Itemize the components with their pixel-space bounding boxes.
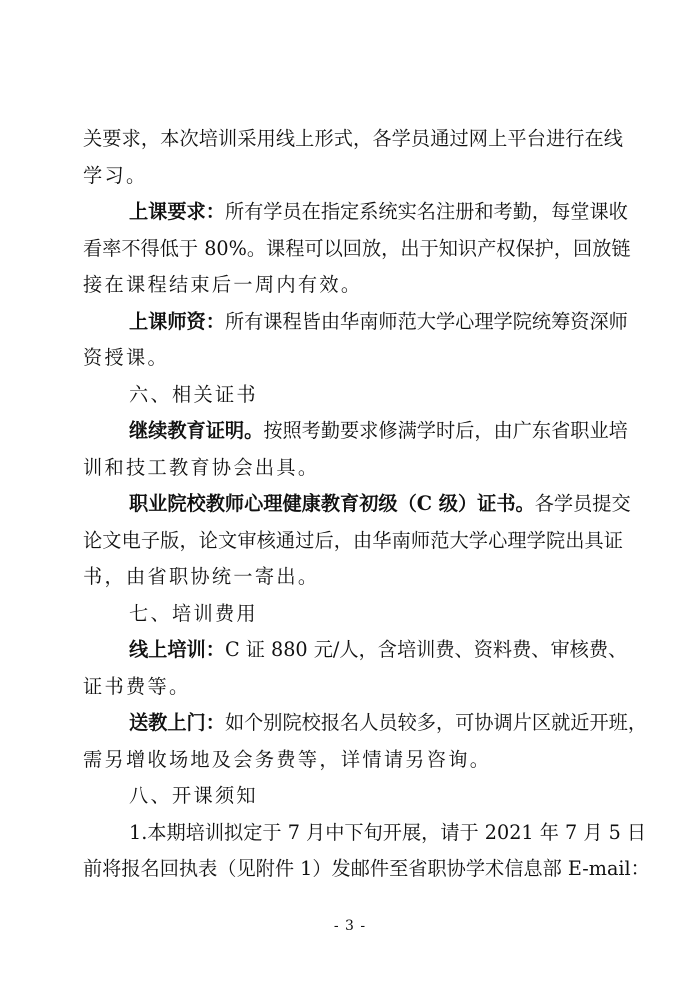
section-heading-course-notice (83, 778, 623, 815)
section-heading-text: 七、培训费用 (129, 601, 258, 625)
lead-in-heading: 上课师资： (129, 309, 225, 333)
paragraph-line (83, 231, 631, 268)
paragraph-text: 所有学员在指定系统实名注册和考勤，每堂课收 (224, 200, 628, 223)
paragraph-line (83, 705, 648, 742)
paragraph-line (83, 158, 623, 195)
paragraph-text: 学习。 (83, 163, 148, 187)
paragraph-text: 证书费等。 (83, 674, 191, 698)
paragraph-text: 需另增收场地及会务费等，详情请另咨询。 (83, 747, 492, 771)
lead-in-heading: 继续教育证明。 (129, 419, 264, 442)
lead-in-heading: 职业院校教师心理健康教育初级（C 级）证书。 (129, 492, 535, 515)
paragraph-text: 如个别院校报名人员较多，可协调片区就近开班， (224, 711, 648, 734)
section-heading-text: 六、相关证书 (129, 382, 258, 406)
paragraph-text: 1.本期培训拟定于 7 月中下旬开展，请于 2021 年 7 月 5 日 (129, 820, 647, 844)
paragraph-line (83, 559, 623, 596)
paragraph-line (83, 669, 623, 706)
paragraph-text: 论文电子版，论文审核通过后，由华南师范大学心理学院出具证 (83, 528, 623, 552)
paragraph-line (83, 413, 628, 450)
paragraph-line (83, 486, 631, 523)
lead-in-heading: 线上培训： (129, 638, 225, 661)
paragraph-text: 按照考勤要求修满学时后，由广东省职业培 (263, 419, 628, 442)
lead-in-heading: 上课要求： (129, 200, 225, 223)
paragraph-line (83, 632, 628, 669)
section-heading-text: 八、开课须知 (129, 784, 258, 807)
paragraph-line (83, 267, 623, 304)
paragraph-line (83, 851, 650, 888)
paragraph-text: C 证 880 元/人，含培训费、资料费、审核费、 (224, 638, 628, 661)
paragraph-line (83, 340, 623, 377)
section-heading-certificates (83, 377, 623, 414)
paragraph-line (83, 304, 628, 341)
section-heading-fees (83, 596, 623, 633)
paragraph-line (83, 742, 623, 779)
page-number: - 3 - (333, 918, 367, 934)
paragraph-line (83, 523, 623, 560)
paragraph-line (83, 194, 628, 231)
paragraph-line (83, 450, 623, 487)
paragraph-text: 前将报名回执表（见附件 1）发邮件至省职协学术信息部 E-mail： (83, 857, 650, 880)
lead-in-heading: 送教上门： (129, 711, 225, 734)
paragraph-text: 看率不得低于 80%。课程可以回放，出于知识产权保护，回放链 (83, 236, 631, 260)
paragraph-text: 书，由省职协统一寄出。 (83, 565, 320, 588)
paragraph-text: 接在课程结束后一周内有效。 (83, 273, 363, 296)
paragraph-text: 资授课。 (83, 346, 169, 369)
paragraph-line (83, 121, 623, 158)
paragraph-text: 关要求，本次培训采用线上形式，各学员通过网上平台进行在线 (83, 127, 623, 150)
paragraph-text: 训和技工教育协会出具。 (83, 455, 320, 479)
paragraph-text: 各学员提交 (534, 492, 631, 515)
paragraph-text: 所有课程皆由华南师范大学心理学院统筹资深师 (224, 309, 628, 333)
document-body (83, 121, 650, 888)
paragraph-line (83, 815, 647, 852)
